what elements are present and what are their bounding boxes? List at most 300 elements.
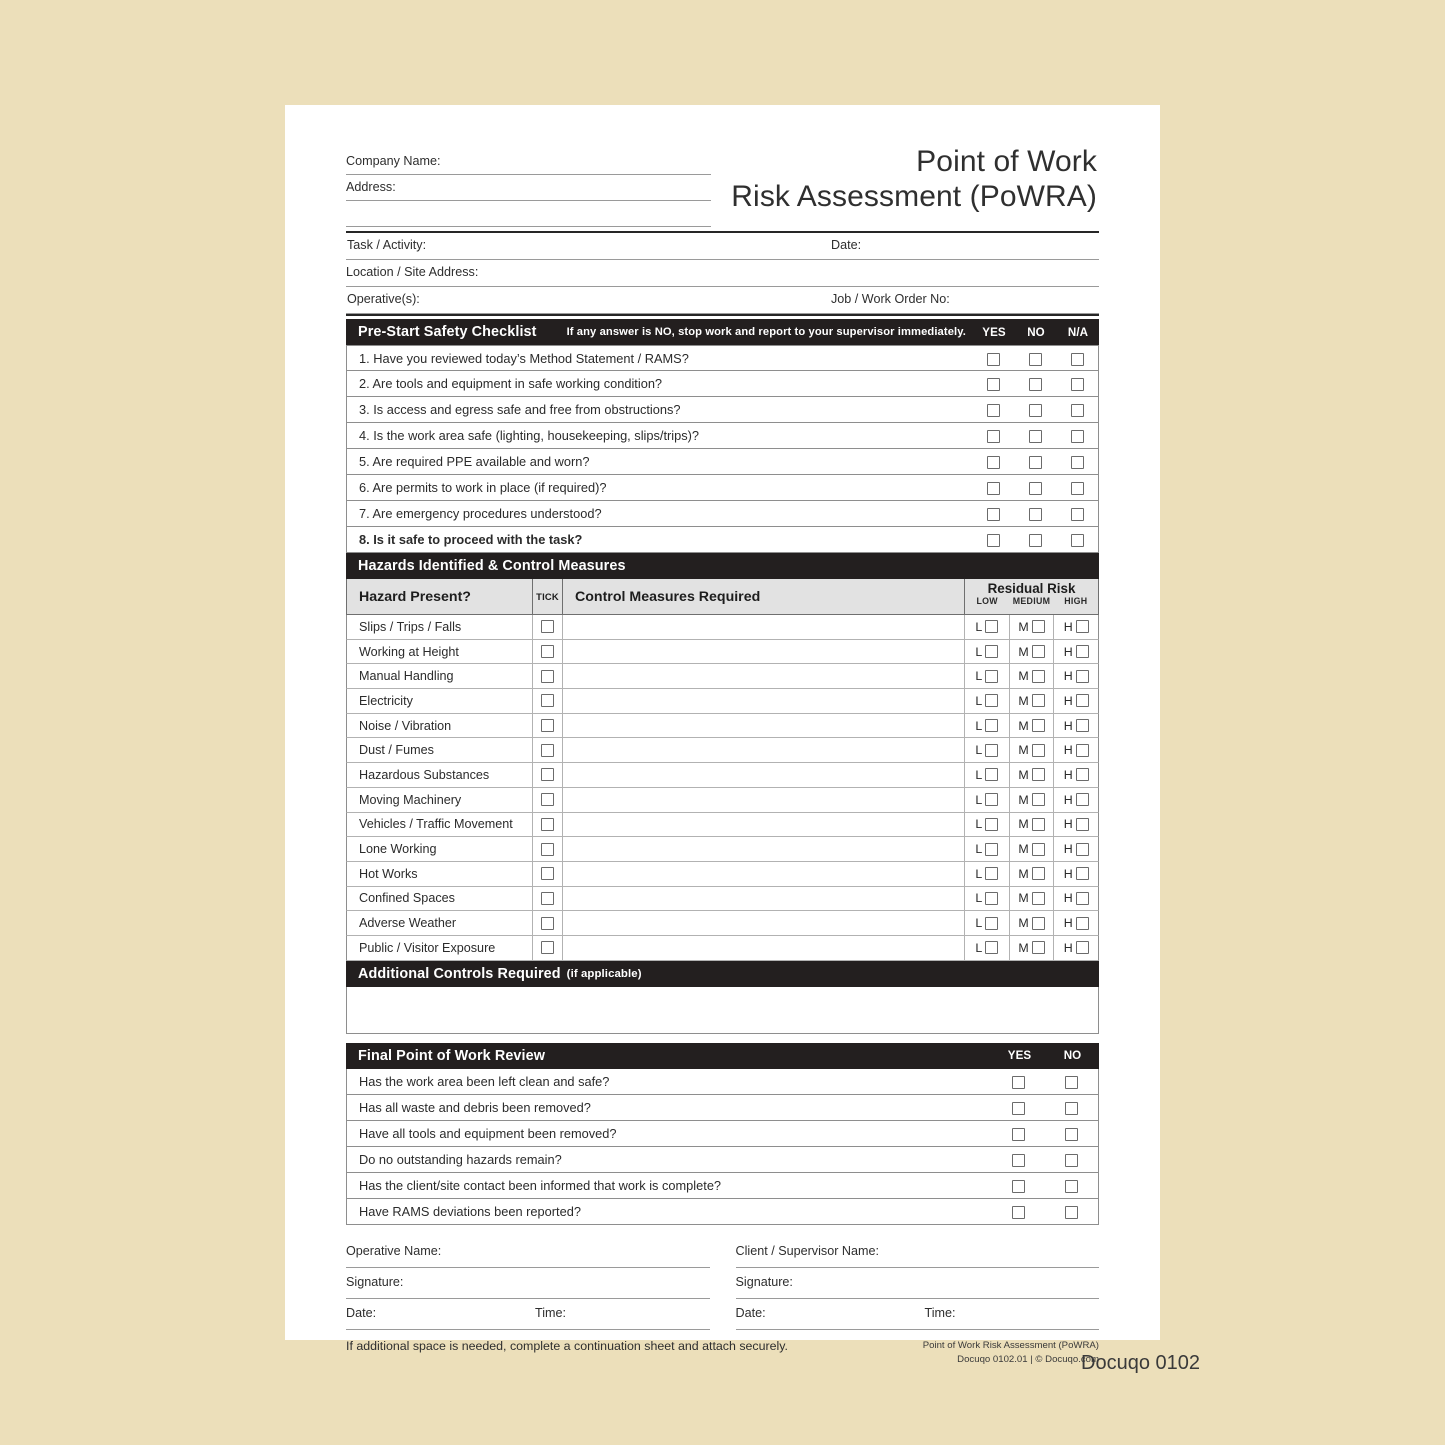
checkbox-no-icon[interactable] (1029, 508, 1042, 521)
risk-mark-label: L (975, 916, 983, 931)
final-review-item-label: Have all tools and equipment been removed? (359, 1125, 617, 1141)
checkbox-yes-icon[interactable] (1012, 1180, 1025, 1193)
checkbox-risk-icon[interactable] (1032, 620, 1045, 633)
checkbox-tick-icon[interactable] (541, 744, 554, 757)
checkbox-tick-icon[interactable] (541, 843, 554, 856)
prestart-cell-no[interactable] (1014, 480, 1056, 495)
final-review-cell-no[interactable] (1045, 1126, 1098, 1141)
checkbox-tick-icon[interactable] (541, 645, 554, 658)
client-name-field[interactable]: Client / Supervisor Name: (736, 1237, 1100, 1268)
risk-cell-high[interactable] (1053, 911, 1098, 935)
risk-mark-label: L (975, 817, 983, 832)
prestart-cell-yes[interactable] (972, 480, 1014, 495)
hazard-name: Hot Works (347, 862, 533, 886)
checkbox-tick-icon[interactable] (541, 818, 554, 831)
hazard-name: Hazardous Substances (347, 763, 533, 787)
checkbox-tick-icon[interactable] (541, 768, 554, 781)
hazard-tick-cell[interactable] (533, 936, 563, 960)
final-review-item-label: Has the work area been left clean and safe? (359, 1073, 610, 1089)
risk-cell-low[interactable] (965, 862, 1009, 886)
signature-col-operative (346, 1237, 710, 1330)
risk-mark-label: M (1018, 817, 1029, 832)
address-field[interactable]: Address: (346, 175, 711, 201)
prestart-cell-yes[interactable] (972, 376, 1014, 391)
checkbox-risk-icon[interactable] (1032, 645, 1045, 658)
final-review-row (346, 1121, 1099, 1147)
checkbox-tick-icon[interactable] (541, 620, 554, 633)
hazard-tick-cell[interactable] (533, 911, 563, 935)
checkbox-risk-icon[interactable] (1032, 867, 1045, 880)
prestart-cell-no[interactable] (1014, 402, 1056, 417)
checkbox-risk-icon[interactable] (1076, 843, 1089, 856)
checkbox-yes-icon[interactable] (987, 378, 1000, 391)
hazard-name: Adverse Weather (347, 911, 533, 935)
residual-risk-cells (965, 887, 1098, 911)
checkbox-yes-icon[interactable] (987, 404, 1000, 417)
checkbox-na-icon[interactable] (1071, 404, 1084, 417)
hazard-tick-cell[interactable] (533, 714, 563, 738)
task-date-row (346, 233, 1099, 260)
control-measures-input[interactable] (563, 936, 965, 960)
risk-mark-label: L (975, 693, 983, 708)
checkbox-na-icon[interactable] (1071, 482, 1084, 495)
final-review-row (346, 1095, 1099, 1121)
risk-cell-low[interactable] (965, 788, 1009, 812)
checkbox-no-icon[interactable] (1065, 1180, 1078, 1193)
checkbox-yes-icon[interactable] (987, 534, 1000, 547)
checkbox-no-icon[interactable] (1029, 534, 1042, 547)
residual-risk-cells (965, 911, 1098, 935)
risk-mark-label: L (975, 644, 983, 659)
hazard-tick-cell[interactable] (533, 763, 563, 787)
checkbox-tick-icon[interactable] (541, 719, 554, 732)
checkbox-risk-icon[interactable] (1032, 768, 1045, 781)
checkbox-risk-icon[interactable] (1032, 744, 1045, 757)
checkbox-risk-icon[interactable] (1076, 941, 1089, 954)
checkbox-no-icon[interactable] (1029, 353, 1042, 366)
hazards-col-control: Control Measures Required (563, 579, 965, 614)
checkbox-no-icon[interactable] (1065, 1128, 1078, 1141)
job-order-field[interactable]: Job / Work Order No: (831, 287, 1099, 314)
checkbox-risk-icon[interactable] (1076, 620, 1089, 633)
risk-cell-medium[interactable] (1009, 664, 1054, 688)
checkbox-risk-icon[interactable] (985, 645, 998, 658)
checkbox-tick-icon[interactable] (541, 917, 554, 930)
final-review-cell-yes[interactable] (992, 1126, 1045, 1141)
operative-date-field[interactable]: Date: (346, 1305, 377, 1320)
additional-controls-title: Additional Controls Required (358, 965, 561, 982)
final-review-row (346, 1069, 1099, 1095)
risk-cell-low[interactable] (965, 738, 1009, 762)
operative-date-time-row (346, 1299, 710, 1330)
checkbox-tick-icon[interactable] (541, 670, 554, 683)
final-review-cell-yes[interactable] (992, 1178, 1045, 1193)
checkbox-na-icon[interactable] (1071, 353, 1084, 366)
prestart-row (346, 397, 1099, 423)
checkbox-risk-icon[interactable] (1076, 793, 1089, 806)
client-time-field[interactable]: Time: (924, 1305, 956, 1320)
prestart-cell-yes[interactable] (972, 532, 1014, 547)
risk-mark-label: L (975, 866, 983, 881)
hazard-row (346, 887, 1099, 912)
hazard-name: Moving Machinery (347, 788, 533, 812)
final-review-cell-yes[interactable] (992, 1074, 1045, 1089)
residual-risk-cells (965, 763, 1098, 787)
checkbox-tick-icon[interactable] (541, 867, 554, 880)
risk-mark-label: M (1018, 891, 1029, 906)
location-field[interactable]: Location / Site Address: (346, 260, 1099, 287)
risk-mark-label: H (1063, 891, 1073, 906)
checkbox-yes-icon[interactable] (1012, 1102, 1025, 1115)
risk-cell-medium[interactable] (1009, 813, 1054, 837)
hazard-tick-cell[interactable] (533, 738, 563, 762)
checkbox-risk-icon[interactable] (1032, 818, 1045, 831)
risk-mark-label: H (1063, 940, 1073, 955)
checkbox-risk-icon[interactable] (985, 744, 998, 757)
checkbox-tick-icon[interactable] (541, 793, 554, 806)
risk-mark-label: M (1018, 842, 1029, 857)
hazard-name: Slips / Trips / Falls (347, 615, 533, 639)
risk-cell-medium[interactable] (1009, 738, 1054, 762)
risk-cell-medium[interactable] (1009, 763, 1054, 787)
risk-mark-label: L (975, 891, 983, 906)
risk-cell-low[interactable] (965, 911, 1009, 935)
checkbox-risk-icon[interactable] (1076, 892, 1089, 905)
hazard-name: Public / Visitor Exposure (347, 936, 533, 960)
prestart-item-label: 8. Is it safe to proceed with the task? (359, 532, 583, 547)
checkbox-na-icon[interactable] (1071, 378, 1084, 391)
prestart-cell-na[interactable] (1056, 480, 1098, 495)
checkbox-yes-icon[interactable] (1012, 1076, 1025, 1089)
hazard-tick-cell[interactable] (533, 813, 563, 837)
checkbox-tick-icon[interactable] (541, 892, 554, 905)
control-measures-input[interactable] (563, 788, 965, 812)
final-review-cell-no[interactable] (1045, 1074, 1098, 1089)
prestart-row (346, 423, 1099, 449)
checkbox-risk-icon[interactable] (985, 941, 998, 954)
residual-risk-cells (965, 788, 1098, 812)
control-measures-input[interactable] (563, 640, 965, 664)
prestart-cell-na[interactable] (1056, 402, 1098, 417)
checkbox-tick-icon[interactable] (541, 694, 554, 707)
checkbox-risk-icon[interactable] (1076, 744, 1089, 757)
prestart-row (346, 501, 1099, 527)
checkbox-no-icon[interactable] (1065, 1076, 1078, 1089)
checkbox-yes-icon[interactable] (1012, 1206, 1025, 1219)
final-review-cell-yes[interactable] (992, 1100, 1045, 1115)
operatives-field[interactable]: Operative(s): (346, 287, 831, 314)
checkbox-risk-icon[interactable] (1076, 645, 1089, 658)
risk-mark-label: H (1063, 644, 1073, 659)
prestart-col-na: N/A (1067, 325, 1089, 339)
final-review-cell-no[interactable] (1045, 1204, 1098, 1219)
final-review-cell-yes[interactable] (992, 1204, 1045, 1219)
control-measures-input[interactable] (563, 862, 965, 886)
hazard-tick-cell[interactable] (533, 615, 563, 639)
checkbox-no-icon[interactable] (1029, 378, 1042, 391)
prestart-cell-no[interactable] (1014, 376, 1056, 391)
document-page (285, 105, 1160, 1365)
control-measures-input[interactable] (563, 887, 965, 911)
checkbox-risk-icon[interactable] (1032, 892, 1045, 905)
checkbox-risk-icon[interactable] (1076, 917, 1089, 930)
checkbox-risk-icon[interactable] (1032, 917, 1045, 930)
hazard-name: Manual Handling (347, 664, 533, 688)
risk-cell-low[interactable] (965, 615, 1009, 639)
final-review-cell-no[interactable] (1045, 1152, 1098, 1167)
risk-cell-low[interactable] (965, 887, 1009, 911)
checkbox-na-icon[interactable] (1071, 508, 1084, 521)
risk-cell-medium[interactable] (1009, 936, 1054, 960)
checkbox-risk-icon[interactable] (1032, 670, 1045, 683)
risk-mark-label: M (1018, 743, 1029, 758)
checkbox-risk-icon[interactable] (985, 694, 998, 707)
risk-mark-label: H (1063, 669, 1073, 684)
risk-cell-high[interactable] (1053, 887, 1098, 911)
risk-cell-high[interactable] (1053, 664, 1098, 688)
prestart-item-label: 3. Is access and egress safe and free from obstructions? (359, 402, 681, 417)
checkbox-risk-icon[interactable] (1076, 694, 1089, 707)
hazard-tick-cell[interactable] (533, 689, 563, 713)
prestart-row (346, 449, 1099, 475)
checkbox-risk-icon[interactable] (1076, 818, 1089, 831)
final-review-row (346, 1199, 1099, 1225)
prestart-cell-na[interactable] (1056, 428, 1098, 443)
prestart-cell-yes[interactable] (972, 454, 1014, 469)
risk-cell-low[interactable] (965, 813, 1009, 837)
checkbox-no-icon[interactable] (1029, 456, 1042, 469)
checkbox-risk-icon[interactable] (1076, 768, 1089, 781)
prestart-item-label: 2. Are tools and equipment in safe working condition? (359, 376, 663, 391)
risk-cell-low[interactable] (965, 640, 1009, 664)
prestart-cell-na[interactable] (1056, 532, 1098, 547)
operative-signature-field[interactable]: Signature: (346, 1268, 710, 1299)
final-review-title: Final Point of Work Review (358, 1047, 546, 1064)
checkbox-yes-icon[interactable] (987, 430, 1000, 443)
final-review-cell-yes[interactable] (992, 1152, 1045, 1167)
hazard-name: Electricity (347, 689, 533, 713)
signature-col-client (736, 1237, 1100, 1330)
risk-cell-medium[interactable] (1009, 615, 1054, 639)
control-measures-input[interactable] (563, 837, 965, 861)
checkbox-no-icon[interactable] (1065, 1206, 1078, 1219)
hazards-col-tick: TICK (533, 579, 563, 614)
prestart-item-label: 5. Are required PPE available and worn? (359, 454, 590, 469)
risk-cell-low[interactable] (965, 664, 1009, 688)
control-measures-input[interactable] (563, 664, 965, 688)
checkbox-risk-icon[interactable] (985, 867, 998, 880)
risk-mark-label: M (1018, 767, 1029, 782)
checkbox-risk-icon[interactable] (1076, 719, 1089, 732)
checkbox-yes-icon[interactable] (987, 353, 1000, 366)
risk-cell-high[interactable] (1053, 689, 1098, 713)
prestart-cell-na[interactable] (1056, 350, 1098, 365)
risk-cell-medium[interactable] (1009, 862, 1054, 886)
checkbox-yes-icon[interactable] (1012, 1128, 1025, 1141)
checkbox-risk-icon[interactable] (985, 917, 998, 930)
risk-cell-low[interactable] (965, 763, 1009, 787)
checkbox-yes-icon[interactable] (987, 456, 1000, 469)
final-review-cell-no[interactable] (1045, 1100, 1098, 1115)
checkbox-na-icon[interactable] (1071, 456, 1084, 469)
risk-mark-label: H (1063, 718, 1073, 733)
residual-risk-title: Residual Risk (987, 581, 1076, 596)
checkbox-risk-icon[interactable] (1032, 793, 1045, 806)
image-caption: Docuqo 0102 (1081, 1352, 1200, 1374)
prestart-rows (346, 345, 1099, 553)
hazard-row (346, 664, 1099, 689)
control-measures-input[interactable] (563, 911, 965, 935)
prestart-item-label: 7. Are emergency procedures understood? (359, 506, 602, 521)
prestart-cell-na[interactable] (1056, 506, 1098, 521)
checkbox-risk-icon[interactable] (1076, 867, 1089, 880)
company-name-field[interactable]: Company Name: (346, 149, 711, 175)
checkbox-risk-icon[interactable] (1032, 843, 1045, 856)
control-measures-input[interactable] (563, 763, 965, 787)
checkbox-risk-icon[interactable] (985, 892, 998, 905)
prestart-cell-no[interactable] (1014, 428, 1056, 443)
final-review-row (346, 1173, 1099, 1199)
risk-cell-high[interactable] (1053, 813, 1098, 837)
risk-cell-medium[interactable] (1009, 911, 1054, 935)
risk-cell-low[interactable] (965, 936, 1009, 960)
risk-mark-label: L (975, 842, 983, 857)
checkbox-yes-icon[interactable] (987, 482, 1000, 495)
prestart-cell-yes[interactable] (972, 506, 1014, 521)
prestart-cell-no[interactable] (1014, 454, 1056, 469)
client-date-field[interactable]: Date: (735, 1305, 766, 1320)
checkbox-no-icon[interactable] (1029, 482, 1042, 495)
title-line-2: Risk Assessment (PoWRA) (731, 179, 1097, 213)
risk-mark-label: H (1063, 792, 1073, 807)
risk-mark-label: M (1018, 619, 1029, 634)
prestart-row (346, 475, 1099, 501)
hazard-name: Lone Working (347, 837, 533, 861)
checkbox-no-icon[interactable] (1029, 404, 1042, 417)
address-line-2[interactable] (346, 201, 711, 227)
operative-time-field[interactable]: Time: (535, 1305, 567, 1320)
page-content (346, 145, 1099, 1366)
hazard-row (346, 640, 1099, 665)
task-activity-field[interactable]: Task / Activity: (346, 233, 831, 260)
hazard-tick-cell[interactable] (533, 862, 563, 886)
risk-mark-label: L (975, 792, 983, 807)
hazard-row (346, 689, 1099, 714)
checkbox-risk-icon[interactable] (1076, 670, 1089, 683)
risk-cell-medium[interactable] (1009, 887, 1054, 911)
risk-cell-high[interactable] (1053, 738, 1098, 762)
date-field[interactable]: Date: (831, 233, 1099, 260)
prestart-cell-na[interactable] (1056, 454, 1098, 469)
hazard-tick-cell[interactable] (533, 664, 563, 688)
final-review-item-label: Has all waste and debris been removed? (359, 1099, 591, 1115)
hazard-tick-cell[interactable] (533, 887, 563, 911)
checkbox-risk-icon[interactable] (1032, 719, 1045, 732)
control-measures-input[interactable] (563, 714, 965, 738)
risk-cell-high[interactable] (1053, 862, 1098, 886)
prestart-cell-yes[interactable] (972, 428, 1014, 443)
checkbox-tick-icon[interactable] (541, 941, 554, 954)
checkbox-yes-icon[interactable] (1012, 1154, 1025, 1167)
risk-cell-medium[interactable] (1009, 788, 1054, 812)
risk-mark-label: H (1063, 842, 1073, 857)
hazard-name: Dust / Fumes (347, 738, 533, 762)
prestart-title: Pre-Start Safety Checklist (358, 324, 537, 340)
risk-cell-low[interactable] (965, 714, 1009, 738)
footer-doc-code: Docuqo 0102.01 | © Docuqo.com (957, 1353, 1099, 1365)
document-title (711, 145, 1099, 227)
prestart-cell-no[interactable] (1014, 350, 1056, 365)
prestart-col-yes: YES (982, 325, 1006, 339)
checkbox-risk-icon[interactable] (985, 768, 998, 781)
prestart-item-label: 1. Have you reviewed today’s Method Statement / RAMS? (359, 350, 689, 366)
prestart-cell-yes[interactable] (972, 350, 1014, 365)
risk-cell-high[interactable] (1053, 763, 1098, 787)
control-measures-input[interactable] (563, 689, 965, 713)
risk-cell-medium[interactable] (1009, 640, 1054, 664)
checkbox-na-icon[interactable] (1071, 430, 1084, 443)
risk-cell-high[interactable] (1053, 936, 1098, 960)
control-measures-input[interactable] (563, 738, 965, 762)
checkbox-no-icon[interactable] (1065, 1154, 1078, 1167)
residual-risk-cells (965, 862, 1098, 886)
checkbox-risk-icon[interactable] (1032, 694, 1045, 707)
hazard-tick-cell[interactable] (533, 640, 563, 664)
hazard-tick-cell[interactable] (533, 788, 563, 812)
risk-cell-high[interactable] (1053, 640, 1098, 664)
risk-cell-high[interactable] (1053, 788, 1098, 812)
risk-cell-medium[interactable] (1009, 714, 1054, 738)
hazards-col-risk (965, 579, 1098, 614)
prestart-cell-no[interactable] (1014, 506, 1056, 521)
additional-controls-textarea[interactable] (346, 987, 1099, 1034)
checkbox-risk-icon[interactable] (985, 620, 998, 633)
prestart-cell-yes[interactable] (972, 402, 1014, 417)
final-review-cell-no[interactable] (1045, 1178, 1098, 1193)
risk-cell-low[interactable] (965, 689, 1009, 713)
risk-cell-low[interactable] (965, 837, 1009, 861)
risk-cell-high[interactable] (1053, 837, 1098, 861)
risk-cell-high[interactable] (1053, 615, 1098, 639)
control-measures-input[interactable] (563, 813, 965, 837)
operative-name-field[interactable]: Operative Name: (346, 1237, 710, 1268)
control-measures-input[interactable] (563, 615, 965, 639)
hazard-name: Noise / Vibration (347, 714, 533, 738)
hazard-tick-cell[interactable] (533, 837, 563, 861)
prestart-cell-na[interactable] (1056, 376, 1098, 391)
checkbox-risk-icon[interactable] (985, 843, 998, 856)
checkbox-risk-icon[interactable] (1032, 941, 1045, 954)
hazard-name: Working at Height (347, 640, 533, 664)
checkbox-risk-icon[interactable] (985, 670, 998, 683)
prestart-cell-no[interactable] (1014, 532, 1056, 547)
checkbox-risk-icon[interactable] (985, 818, 998, 831)
checkbox-no-icon[interactable] (1065, 1102, 1078, 1115)
checkbox-risk-icon[interactable] (985, 793, 998, 806)
checkbox-risk-icon[interactable] (985, 719, 998, 732)
prestart-row (346, 345, 1099, 371)
residual-risk-cells (965, 837, 1098, 861)
risk-cell-medium[interactable] (1009, 837, 1054, 861)
client-signature-field[interactable]: Signature: (736, 1268, 1100, 1299)
checkbox-na-icon[interactable] (1071, 534, 1084, 547)
risk-mark-label: L (975, 718, 983, 733)
risk-cell-medium[interactable] (1009, 689, 1054, 713)
risk-cell-high[interactable] (1053, 714, 1098, 738)
checkbox-no-icon[interactable] (1029, 430, 1042, 443)
final-review-item-label: Do no outstanding hazards remain? (359, 1151, 562, 1167)
checkbox-yes-icon[interactable] (987, 508, 1000, 521)
